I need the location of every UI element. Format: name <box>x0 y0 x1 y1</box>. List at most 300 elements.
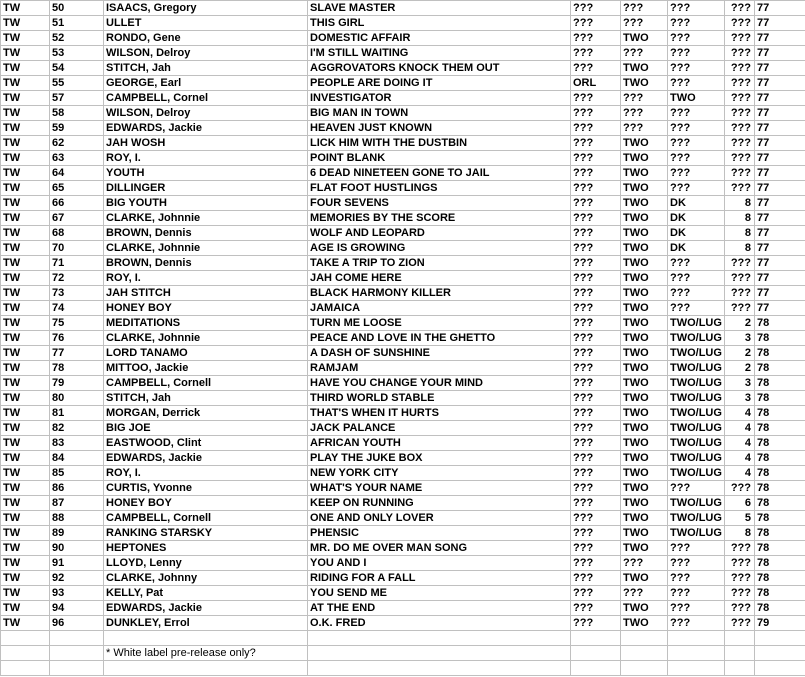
label-cell: TW <box>1 1 50 16</box>
table-row <box>1 121 805 136</box>
col6-cell: TWO <box>621 346 668 361</box>
catalog-number-cell: 64 <box>50 166 104 181</box>
artist-cell: STITCH, Jah <box>104 391 308 406</box>
label-cell: TW <box>1 391 50 406</box>
table-row <box>1 316 805 331</box>
col5-cell: ??? <box>571 586 621 601</box>
col5-cell: ??? <box>571 196 621 211</box>
col7-cell: TWO/LUG <box>668 526 725 541</box>
col7-cell: TWO/LUG <box>668 316 725 331</box>
empty-cell <box>668 661 725 676</box>
title-cell: AT THE END <box>308 601 571 616</box>
year-cell: 78 <box>755 586 805 601</box>
empty-cell <box>1 631 50 646</box>
table-row <box>1 181 805 196</box>
footnote-row <box>1 646 805 661</box>
col6-cell: TWO <box>621 616 668 631</box>
catalog-number-cell: 89 <box>50 526 104 541</box>
catalog-number-cell: 83 <box>50 436 104 451</box>
artist-cell: HONEY BOY <box>104 301 308 316</box>
title-cell: AGE IS GROWING <box>308 241 571 256</box>
title-cell: DOMESTIC AFFAIR <box>308 31 571 46</box>
label-cell: TW <box>1 106 50 121</box>
year-cell: 77 <box>755 16 805 31</box>
col7-cell: ??? <box>668 121 725 136</box>
col5-cell: ??? <box>571 436 621 451</box>
col7-cell: DK <box>668 241 725 256</box>
label-cell: TW <box>1 226 50 241</box>
col8-cell: 4 <box>725 436 755 451</box>
artist-cell: ROY, I. <box>104 271 308 286</box>
col5-cell: ??? <box>571 451 621 466</box>
title-cell: ONE AND ONLY LOVER <box>308 511 571 526</box>
table-row <box>1 1 805 16</box>
col5-cell: ??? <box>571 571 621 586</box>
label-cell: TW <box>1 421 50 436</box>
label-cell: TW <box>1 616 50 631</box>
catalog-number-cell: 88 <box>50 511 104 526</box>
artist-cell: EDWARDS, Jackie <box>104 451 308 466</box>
title-cell: LICK HIM WITH THE DUSTBIN <box>308 136 571 151</box>
empty-cell <box>50 646 104 661</box>
col8-cell: ??? <box>725 616 755 631</box>
year-cell: 78 <box>755 391 805 406</box>
col8-cell: 6 <box>725 496 755 511</box>
artist-cell: EDWARDS, Jackie <box>104 121 308 136</box>
col7-cell: TWO/LUG <box>668 496 725 511</box>
label-cell: TW <box>1 346 50 361</box>
artist-cell: JAH WOSH <box>104 136 308 151</box>
year-cell: 77 <box>755 61 805 76</box>
col6-cell: TWO <box>621 451 668 466</box>
table-row <box>1 466 805 481</box>
artist-cell: CAMPBELL, Cornel <box>104 91 308 106</box>
label-cell: TW <box>1 586 50 601</box>
col7-cell: TWO/LUG <box>668 361 725 376</box>
col8-cell: ??? <box>725 166 755 181</box>
col6-cell: TWO <box>621 331 668 346</box>
artist-cell: RANKING STARSKY <box>104 526 308 541</box>
catalog-number-cell: 58 <box>50 106 104 121</box>
col7-cell: TWO/LUG <box>668 466 725 481</box>
catalog-number-cell: 92 <box>50 571 104 586</box>
year-cell: 77 <box>755 166 805 181</box>
col7-cell: ??? <box>668 16 725 31</box>
label-cell: TW <box>1 526 50 541</box>
year-cell: 78 <box>755 601 805 616</box>
col6-cell: TWO <box>621 601 668 616</box>
col5-cell: ??? <box>571 16 621 31</box>
empty-row <box>1 631 805 646</box>
label-cell: TW <box>1 256 50 271</box>
empty-cell <box>755 661 805 676</box>
col5-cell: ??? <box>571 601 621 616</box>
table-row <box>1 136 805 151</box>
col8-cell: ??? <box>725 61 755 76</box>
catalog-number-cell: 74 <box>50 301 104 316</box>
table-row <box>1 256 805 271</box>
artist-cell: LLOYD, Lenny <box>104 556 308 571</box>
year-cell: 78 <box>755 466 805 481</box>
col6-cell: TWO <box>621 496 668 511</box>
table-row <box>1 16 805 31</box>
label-cell: TW <box>1 451 50 466</box>
artist-cell: CLARKE, Johnnie <box>104 241 308 256</box>
year-cell: 78 <box>755 571 805 586</box>
empty-cell <box>104 661 308 676</box>
col5-cell: ??? <box>571 286 621 301</box>
col5-cell: ??? <box>571 616 621 631</box>
label-cell: TW <box>1 436 50 451</box>
col5-cell: ??? <box>571 331 621 346</box>
col7-cell: ??? <box>668 1 725 16</box>
col8-cell: ??? <box>725 16 755 31</box>
artist-cell: BROWN, Dennis <box>104 256 308 271</box>
year-cell: 78 <box>755 481 805 496</box>
col6-cell: TWO <box>621 571 668 586</box>
artist-cell: ROY, I. <box>104 466 308 481</box>
col6-cell: TWO <box>621 196 668 211</box>
col5-cell: ??? <box>571 211 621 226</box>
col7-cell: ??? <box>668 586 725 601</box>
catalog-number-cell: 80 <box>50 391 104 406</box>
col7-cell: ??? <box>668 151 725 166</box>
col6-cell: TWO <box>621 271 668 286</box>
title-cell: THIS GIRL <box>308 16 571 31</box>
title-cell: YOU AND I <box>308 556 571 571</box>
table-row <box>1 286 805 301</box>
artist-cell: BROWN, Dennis <box>104 226 308 241</box>
title-cell: POINT BLANK <box>308 151 571 166</box>
empty-cell <box>725 631 755 646</box>
col6-cell: ??? <box>621 556 668 571</box>
col7-cell: ??? <box>668 76 725 91</box>
empty-cell <box>621 646 668 661</box>
col7-cell: TWO/LUG <box>668 406 725 421</box>
table-row <box>1 481 805 496</box>
col5-cell: ??? <box>571 181 621 196</box>
col5-cell: ??? <box>571 376 621 391</box>
col5-cell: ??? <box>571 391 621 406</box>
title-cell: KEEP ON RUNNING <box>308 496 571 511</box>
year-cell: 77 <box>755 271 805 286</box>
title-cell: THAT'S WHEN IT HURTS <box>308 406 571 421</box>
col8-cell: 8 <box>725 526 755 541</box>
col6-cell: TWO <box>621 436 668 451</box>
col8-cell: 2 <box>725 361 755 376</box>
col8-cell: 8 <box>725 211 755 226</box>
col8-cell: ??? <box>725 106 755 121</box>
col8-cell: ??? <box>725 136 755 151</box>
col7-cell: ??? <box>668 181 725 196</box>
col7-cell: DK <box>668 211 725 226</box>
empty-cell <box>571 661 621 676</box>
title-cell: WHAT'S YOUR NAME <box>308 481 571 496</box>
col7-cell: ??? <box>668 286 725 301</box>
catalog-number-cell: 51 <box>50 16 104 31</box>
year-cell: 77 <box>755 211 805 226</box>
col8-cell: 3 <box>725 331 755 346</box>
catalog-number-cell: 84 <box>50 451 104 466</box>
col8-cell: ??? <box>725 181 755 196</box>
catalog-number-cell: 87 <box>50 496 104 511</box>
artist-cell: CLARKE, Johnnie <box>104 211 308 226</box>
year-cell: 78 <box>755 406 805 421</box>
col7-cell: ??? <box>668 166 725 181</box>
empty-cell <box>668 631 725 646</box>
title-cell: TURN ME LOOSE <box>308 316 571 331</box>
table-row <box>1 346 805 361</box>
year-cell: 77 <box>755 31 805 46</box>
col7-cell: ??? <box>668 556 725 571</box>
year-cell: 78 <box>755 361 805 376</box>
catalog-number-cell: 81 <box>50 406 104 421</box>
table-row <box>1 76 805 91</box>
col5-cell: ??? <box>571 406 621 421</box>
col5-cell: ??? <box>571 316 621 331</box>
year-cell: 77 <box>755 1 805 16</box>
col8-cell: ??? <box>725 91 755 106</box>
year-cell: 77 <box>755 46 805 61</box>
col6-cell: ??? <box>621 586 668 601</box>
artist-cell: ROY, I. <box>104 151 308 166</box>
artist-cell: CURTIS, Yvonne <box>104 481 308 496</box>
col8-cell: 4 <box>725 406 755 421</box>
col7-cell: ??? <box>668 136 725 151</box>
col8-cell: 8 <box>725 226 755 241</box>
col7-cell: DK <box>668 196 725 211</box>
col8-cell: ??? <box>725 271 755 286</box>
table-row <box>1 541 805 556</box>
col5-cell: ??? <box>571 541 621 556</box>
label-cell: TW <box>1 196 50 211</box>
label-cell: TW <box>1 91 50 106</box>
year-cell: 78 <box>755 421 805 436</box>
col5-cell: ??? <box>571 106 621 121</box>
label-cell: TW <box>1 241 50 256</box>
title-cell: BIG MAN IN TOWN <box>308 106 571 121</box>
col8-cell: 4 <box>725 466 755 481</box>
col8-cell: ??? <box>725 586 755 601</box>
label-cell: TW <box>1 166 50 181</box>
col5-cell: ??? <box>571 556 621 571</box>
catalog-number-cell: 68 <box>50 226 104 241</box>
label-cell: TW <box>1 466 50 481</box>
catalog-number-cell: 77 <box>50 346 104 361</box>
label-cell: TW <box>1 331 50 346</box>
table-row <box>1 526 805 541</box>
year-cell: 78 <box>755 541 805 556</box>
label-cell: TW <box>1 556 50 571</box>
catalog-number-cell: 75 <box>50 316 104 331</box>
catalog-number-cell: 59 <box>50 121 104 136</box>
empty-cell <box>755 646 805 661</box>
artist-cell: MEDITATIONS <box>104 316 308 331</box>
col5-cell: ??? <box>571 301 621 316</box>
artist-cell: CLARKE, Johnnie <box>104 331 308 346</box>
col8-cell: ??? <box>725 541 755 556</box>
col6-cell: TWO <box>621 481 668 496</box>
col7-cell: TWO <box>668 91 725 106</box>
col5-cell: ??? <box>571 526 621 541</box>
catalog-number-cell: 71 <box>50 256 104 271</box>
title-cell: MEMORIES BY THE SCORE <box>308 211 571 226</box>
col5-cell: ??? <box>571 226 621 241</box>
table-row <box>1 451 805 466</box>
col7-cell: ??? <box>668 271 725 286</box>
title-cell: RIDING FOR A FALL <box>308 571 571 586</box>
table-row <box>1 166 805 181</box>
col5-cell: ??? <box>571 346 621 361</box>
col8-cell: ??? <box>725 256 755 271</box>
col5-cell: ??? <box>571 496 621 511</box>
col7-cell: ??? <box>668 616 725 631</box>
col6-cell: TWO <box>621 466 668 481</box>
artist-cell: KELLY, Pat <box>104 586 308 601</box>
artist-cell: LORD TANAMO <box>104 346 308 361</box>
artist-cell: STITCH, Jah <box>104 61 308 76</box>
col5-cell: ??? <box>571 151 621 166</box>
col7-cell: ??? <box>668 301 725 316</box>
title-cell: WOLF AND LEOPARD <box>308 226 571 241</box>
col8-cell: ??? <box>725 46 755 61</box>
title-cell: HAVE YOU CHANGE YOUR MIND <box>308 376 571 391</box>
year-cell: 77 <box>755 136 805 151</box>
artist-cell: JAH STITCH <box>104 286 308 301</box>
table-row <box>1 601 805 616</box>
col5-cell: ??? <box>571 481 621 496</box>
table-row <box>1 556 805 571</box>
col7-cell: TWO/LUG <box>668 331 725 346</box>
table-row <box>1 91 805 106</box>
empty-cell <box>571 646 621 661</box>
col6-cell: TWO <box>621 76 668 91</box>
col5-cell: ??? <box>571 256 621 271</box>
catalog-number-cell: 78 <box>50 361 104 376</box>
table-row <box>1 436 805 451</box>
table-row <box>1 196 805 211</box>
year-cell: 78 <box>755 436 805 451</box>
label-cell: TW <box>1 376 50 391</box>
artist-cell: DUNKLEY, Errol <box>104 616 308 631</box>
title-cell: O.K. FRED <box>308 616 571 631</box>
table-row <box>1 421 805 436</box>
col8-cell: 4 <box>725 451 755 466</box>
col6-cell: TWO <box>621 286 668 301</box>
catalog-number-cell: 96 <box>50 616 104 631</box>
col6-cell: TWO <box>621 526 668 541</box>
col7-cell: TWO/LUG <box>668 346 725 361</box>
artist-cell: CAMPBELL, Cornell <box>104 376 308 391</box>
col6-cell: ??? <box>621 106 668 121</box>
year-cell: 77 <box>755 106 805 121</box>
col6-cell: ??? <box>621 91 668 106</box>
table-row <box>1 106 805 121</box>
label-cell: TW <box>1 121 50 136</box>
col5-cell: ??? <box>571 136 621 151</box>
col8-cell: ??? <box>725 76 755 91</box>
col5-cell: ??? <box>571 1 621 16</box>
title-cell: FOUR SEVENS <box>308 196 571 211</box>
empty-cell <box>621 661 668 676</box>
table-row <box>1 226 805 241</box>
col5-cell: ??? <box>571 46 621 61</box>
col7-cell: DK <box>668 226 725 241</box>
label-cell: TW <box>1 316 50 331</box>
table-row <box>1 616 805 631</box>
col6-cell: TWO <box>621 151 668 166</box>
artist-cell: YOUTH <box>104 166 308 181</box>
empty-cell <box>308 646 571 661</box>
col6-cell: TWO <box>621 256 668 271</box>
label-cell: TW <box>1 61 50 76</box>
title-cell: HEAVEN JUST KNOWN <box>308 121 571 136</box>
col8-cell: 2 <box>725 316 755 331</box>
catalog-number-cell: 53 <box>50 46 104 61</box>
col6-cell: TWO <box>621 181 668 196</box>
artist-cell: GEORGE, Earl <box>104 76 308 91</box>
title-cell: AGGROVATORS KNOCK THEM OUT <box>308 61 571 76</box>
col5-cell: ??? <box>571 61 621 76</box>
table-row <box>1 241 805 256</box>
col6-cell: TWO <box>621 511 668 526</box>
artist-cell: DILLINGER <box>104 181 308 196</box>
col8-cell: ??? <box>725 301 755 316</box>
empty-cell <box>50 661 104 676</box>
col7-cell: ??? <box>668 31 725 46</box>
col8-cell: ??? <box>725 556 755 571</box>
empty-cell <box>725 661 755 676</box>
table-row <box>1 376 805 391</box>
col7-cell: TWO/LUG <box>668 376 725 391</box>
title-cell: I'M STILL WAITING <box>308 46 571 61</box>
catalog-number-cell: 76 <box>50 331 104 346</box>
empty-cell <box>104 631 308 646</box>
year-cell: 78 <box>755 526 805 541</box>
empty-cell <box>621 631 668 646</box>
col5-cell: ??? <box>571 361 621 376</box>
col5-cell: ??? <box>571 31 621 46</box>
col6-cell: TWO <box>621 376 668 391</box>
artist-cell: MORGAN, Derrick <box>104 406 308 421</box>
catalog-number-cell: 55 <box>50 76 104 91</box>
catalog-number-cell: 65 <box>50 181 104 196</box>
col6-cell: TWO <box>621 211 668 226</box>
col7-cell: TWO/LUG <box>668 451 725 466</box>
col8-cell: 8 <box>725 241 755 256</box>
col6-cell: TWO <box>621 406 668 421</box>
catalog-number-cell: 67 <box>50 211 104 226</box>
table-row <box>1 211 805 226</box>
col8-cell: 4 <box>725 421 755 436</box>
artist-cell: ULLET <box>104 16 308 31</box>
col7-cell: TWO/LUG <box>668 436 725 451</box>
col5-cell: ??? <box>571 91 621 106</box>
title-cell: RAMJAM <box>308 361 571 376</box>
col8-cell: 3 <box>725 376 755 391</box>
title-cell: INVESTIGATOR <box>308 91 571 106</box>
col6-cell: TWO <box>621 226 668 241</box>
title-cell: A DASH OF SUNSHINE <box>308 346 571 361</box>
empty-row <box>1 661 805 676</box>
col8-cell: ??? <box>725 1 755 16</box>
col6-cell: ??? <box>621 121 668 136</box>
year-cell: 77 <box>755 241 805 256</box>
col7-cell: ??? <box>668 601 725 616</box>
table-row <box>1 151 805 166</box>
year-cell: 77 <box>755 256 805 271</box>
catalog-number-cell: 70 <box>50 241 104 256</box>
